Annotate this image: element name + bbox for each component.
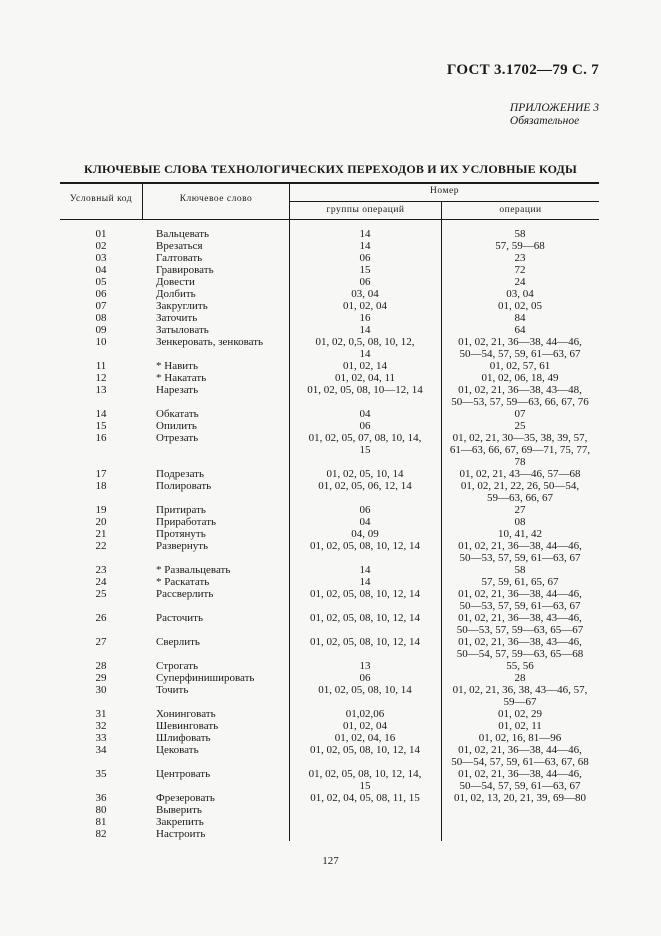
row-keyword: Цековать xyxy=(156,744,199,756)
row-operations xyxy=(441,468,599,480)
group-operations-line: 01, 02, 05, 08, 10, 12, 14, xyxy=(308,768,422,780)
row-operations xyxy=(441,300,599,312)
row-group-operations xyxy=(289,468,441,480)
row-group-operations xyxy=(289,588,441,612)
operations-line: 03, 04 xyxy=(506,288,534,300)
row-keyword: Развернуть xyxy=(156,540,209,552)
row-operations xyxy=(441,720,599,732)
row-operations xyxy=(441,660,599,672)
group-operations-line: 01, 02, 05, 08, 10, 12, 14 xyxy=(310,588,420,600)
row-code: 29 xyxy=(95,672,107,684)
operations-line: 01, 02, 21, 30—35, 38, 39, 57, xyxy=(452,432,588,444)
group-operations-line: 14 xyxy=(359,348,371,360)
row-code: 33 xyxy=(95,732,107,744)
table-row xyxy=(60,300,599,312)
group-operations-line: 01, 02, 04, 16 xyxy=(334,732,396,744)
operations-line: 64 xyxy=(514,324,526,336)
row-operations xyxy=(441,588,599,612)
row-keyword: Врезаться xyxy=(156,240,203,252)
row-operations xyxy=(441,576,599,588)
row-operations xyxy=(441,252,599,264)
row-keyword: Галтовать xyxy=(156,252,203,264)
row-group-operations xyxy=(289,528,441,540)
row-group-operations xyxy=(289,636,441,660)
table-row xyxy=(60,420,599,432)
row-group-operations xyxy=(289,708,441,720)
group-operations-line: 04 xyxy=(359,408,371,420)
row-keyword: Заточить xyxy=(156,312,198,324)
group-operations-line: 01,02,06 xyxy=(345,708,385,720)
table-row xyxy=(60,312,599,324)
row-keyword: Сверлить xyxy=(156,636,200,648)
table-row xyxy=(60,288,599,300)
row-code: 09 xyxy=(95,324,107,336)
row-operations xyxy=(441,288,599,300)
group-operations-line: 01, 02, 04, 05, 08, 11, 15 xyxy=(310,792,420,804)
table-row xyxy=(60,684,599,708)
row-operations xyxy=(441,480,599,504)
operations-line: 01, 02, 21, 36—38, 44—46, xyxy=(458,336,582,348)
row-group-operations xyxy=(289,276,441,288)
row-group-operations xyxy=(289,480,441,504)
row-operations xyxy=(441,732,599,744)
row-keyword: Шлифовать xyxy=(156,732,211,744)
row-keyword: Долбить xyxy=(156,288,196,300)
row-group-operations xyxy=(289,504,441,516)
operations-line: 01, 02, 11 xyxy=(498,720,542,732)
operations-line: 55, 56 xyxy=(506,660,534,672)
row-keyword: Протянуть xyxy=(156,528,206,540)
row-operations xyxy=(441,324,599,336)
group-operations-line: 06 xyxy=(359,420,371,432)
appendix-status: Обязательное xyxy=(509,115,580,127)
row-operations xyxy=(441,432,599,468)
row-group-operations xyxy=(289,360,441,372)
row-code: 04 xyxy=(95,264,107,276)
row-keyword: Вальцевать xyxy=(156,228,210,240)
row-group-operations xyxy=(289,324,441,336)
row-group-operations xyxy=(289,312,441,324)
operations-line: 01, 02, 13, 20, 21, 39, 69—80 xyxy=(454,792,586,804)
row-group-operations xyxy=(289,768,441,792)
row-group-operations xyxy=(289,420,441,432)
group-operations-line: 14 xyxy=(359,576,371,588)
row-keyword: * Накатать xyxy=(156,372,207,384)
header-bottom-rule xyxy=(60,219,599,220)
table-row xyxy=(60,480,599,504)
row-code: 12 xyxy=(95,372,107,384)
row-keyword: Фрезеровать xyxy=(156,792,215,804)
row-operations xyxy=(441,636,599,660)
operations-line: 50—54, 57, 59, 61—63, 67 xyxy=(459,780,581,792)
table-row xyxy=(60,804,599,816)
table-row xyxy=(60,660,599,672)
group-operations-line: 01, 02, 05, 07, 08, 10, 14, xyxy=(308,432,422,444)
operations-line: 01, 02, 21, 36—38, 43—46, xyxy=(458,612,582,624)
row-operations xyxy=(441,792,599,804)
row-group-operations xyxy=(289,516,441,528)
operations-line: 01, 02, 21, 36, 38, 43—46, 57, xyxy=(452,684,588,696)
operations-line: 01, 02, 21, 43—46, 57—68 xyxy=(459,468,581,480)
row-keyword: Довести xyxy=(156,276,195,288)
operations-line: 01, 02, 21, 36—38, 44—46, xyxy=(458,540,582,552)
row-code: 27 xyxy=(95,636,107,648)
table-row xyxy=(60,372,599,384)
operations-line: 01, 02, 16, 81—96 xyxy=(478,732,562,744)
row-operations xyxy=(441,816,599,828)
table-row xyxy=(60,612,599,636)
group-operations-line: 14 xyxy=(359,564,371,576)
row-keyword: Суперфинишировать xyxy=(156,672,255,684)
row-operations xyxy=(441,228,599,240)
row-keyword: Полировать xyxy=(156,480,212,492)
table-row xyxy=(60,228,599,240)
row-group-operations xyxy=(289,264,441,276)
group-operations-line: 01, 02, 05, 08, 10, 12, 14 xyxy=(310,540,420,552)
row-code: 24 xyxy=(95,576,107,588)
table-row xyxy=(60,252,599,264)
row-keyword: Расточить xyxy=(156,612,204,624)
group-operations-line: 01, 02, 05, 10, 14 xyxy=(326,468,404,480)
row-keyword: Закруглить xyxy=(156,300,208,312)
group-operations-line: 14 xyxy=(359,228,371,240)
row-operations xyxy=(441,312,599,324)
row-code: 35 xyxy=(95,768,107,780)
row-group-operations xyxy=(289,744,441,768)
row-group-operations xyxy=(289,252,441,264)
operations-line: 50—54, 57, 59, 61—63, 67 xyxy=(459,348,581,360)
operations-line: 78 xyxy=(514,456,526,468)
table-row xyxy=(60,672,599,684)
table-row xyxy=(60,264,599,276)
row-keyword: Строгать xyxy=(156,660,199,672)
operations-line: 01, 02, 29 xyxy=(498,708,542,720)
row-keyword: Центровать xyxy=(156,768,211,780)
row-keyword: Приработать xyxy=(156,516,217,528)
row-operations xyxy=(441,276,599,288)
row-code: 17 xyxy=(95,468,107,480)
operations-line: 59—63, 66, 67 xyxy=(487,492,553,504)
operations-line: 57, 59—68 xyxy=(495,240,545,252)
row-code: 13 xyxy=(95,384,107,396)
row-group-operations xyxy=(289,384,441,408)
row-keyword: Обкатать xyxy=(156,408,199,420)
operations-line: 01, 02, 21, 22, 26, 50—54, xyxy=(460,480,580,492)
appendix-number: ПРИЛОЖЕНИЕ 3 xyxy=(509,102,599,114)
row-operations xyxy=(441,528,599,540)
row-keyword: Подрезать xyxy=(156,468,205,480)
operations-line: 28 xyxy=(514,672,526,684)
row-code: 10 xyxy=(95,336,107,348)
row-code: 08 xyxy=(95,312,107,324)
row-keyword: Затыловать xyxy=(156,324,209,336)
row-group-operations xyxy=(289,564,441,576)
table-row xyxy=(60,504,599,516)
subheader-rule xyxy=(289,201,599,202)
row-group-operations xyxy=(289,804,441,816)
row-group-operations xyxy=(289,240,441,252)
operations-line: 72 xyxy=(514,264,526,276)
row-keyword: Настроить xyxy=(156,828,206,840)
row-group-operations xyxy=(289,228,441,240)
row-group-operations xyxy=(289,576,441,588)
document-header: ГОСТ 3.1702—79 С. 7 xyxy=(446,62,599,78)
table-title: КЛЮЧЕВЫЕ СЛОВА ТЕХНОЛОГИЧЕСКИХ ПЕРЕХОДОВ И ИХ УСЛОВНЫЕ КОДЫ xyxy=(84,162,577,176)
operations-line: 25 xyxy=(514,420,526,432)
group-operations-line: 01, 02, 04 xyxy=(343,300,387,312)
row-code: 30 xyxy=(95,684,107,696)
operations-line: 50—53, 57, 59—63, 65—67 xyxy=(456,624,584,636)
row-group-operations xyxy=(289,288,441,300)
row-keyword: Выверить xyxy=(156,804,202,816)
row-keyword: Притирать xyxy=(156,504,206,516)
row-code: 21 xyxy=(95,528,107,540)
row-keyword: Рассверлить xyxy=(156,588,214,600)
row-operations xyxy=(441,672,599,684)
row-group-operations xyxy=(289,684,441,708)
row-code: 05 xyxy=(95,276,107,288)
table-row xyxy=(60,528,599,540)
row-code: 34 xyxy=(95,744,107,756)
group-operations-line: 01, 02, 04, 11 xyxy=(334,372,396,384)
group-operations-line: 16 xyxy=(359,312,371,324)
table-row xyxy=(60,408,599,420)
operations-line: 01, 02, 05 xyxy=(498,300,542,312)
row-group-operations xyxy=(289,300,441,312)
row-operations xyxy=(441,564,599,576)
operations-line: 58 xyxy=(514,564,526,576)
table-row xyxy=(60,732,599,744)
header-operations: операции xyxy=(499,205,542,215)
group-operations-line: 15 xyxy=(359,264,371,276)
row-code: 32 xyxy=(95,720,107,732)
row-group-operations xyxy=(289,720,441,732)
operations-line: 50—53, 57, 59, 61—63, 67 xyxy=(459,552,581,564)
row-group-operations xyxy=(289,660,441,672)
row-operations xyxy=(441,828,599,840)
group-operations-line: 04, 09 xyxy=(351,528,379,540)
table-row xyxy=(60,468,599,480)
row-code: 18 xyxy=(95,480,107,492)
row-code: 02 xyxy=(95,240,107,252)
group-operations-line: 01, 02, 05, 06, 12, 14 xyxy=(318,480,412,492)
group-operations-line: 14 xyxy=(359,240,371,252)
row-keyword: * Навить xyxy=(156,360,198,372)
operations-line: 50—53, 57, 59—63, 66, 67, 76 xyxy=(451,396,589,408)
row-group-operations xyxy=(289,612,441,636)
group-operations-line: 15 xyxy=(359,444,371,456)
operations-line: 01, 02, 21, 36—38, 44—46, xyxy=(458,744,582,756)
row-keyword: Зенкеровать, зенковать xyxy=(156,336,264,348)
row-keyword: * Развальцевать xyxy=(156,564,231,576)
row-group-operations xyxy=(289,828,441,840)
table-row xyxy=(60,816,599,828)
group-operations-line: 01, 02, 05, 08, 10, 14 xyxy=(318,684,412,696)
table-row xyxy=(60,324,599,336)
row-code: 03 xyxy=(95,252,107,264)
table-body xyxy=(60,228,599,840)
group-operations-line: 15 xyxy=(359,780,371,792)
row-code: 11 xyxy=(95,360,107,372)
table-row xyxy=(60,576,599,588)
row-code: 23 xyxy=(95,564,107,576)
table-top-rule xyxy=(60,182,599,184)
row-group-operations xyxy=(289,432,441,468)
operations-line: 27 xyxy=(514,504,526,516)
table-row xyxy=(60,276,599,288)
table-row xyxy=(60,384,599,408)
group-operations-line: 01, 02, 05, 08, 10, 12, 14 xyxy=(310,636,420,648)
row-keyword: Нарезать xyxy=(156,384,199,396)
table-row xyxy=(60,516,599,528)
group-operations-line: 01, 02, 05, 08, 10, 12, 14 xyxy=(310,612,420,624)
operations-line: 01, 02, 06, 18, 49 xyxy=(481,372,559,384)
row-keyword: Закрепить xyxy=(156,816,204,828)
row-code: 16 xyxy=(95,432,107,444)
row-code: 22 xyxy=(95,540,107,552)
operations-line: 61—63, 66, 67, 69—71, 75, 77, xyxy=(449,444,591,456)
table-row xyxy=(60,588,599,612)
group-operations-line: 13 xyxy=(359,660,371,672)
row-operations xyxy=(441,804,599,816)
row-group-operations xyxy=(289,816,441,828)
group-operations-line: 01, 02, 04 xyxy=(343,720,387,732)
operations-line: 01, 02, 21, 36—38, 43—46, xyxy=(458,636,582,648)
keywords-table xyxy=(60,182,599,841)
row-code: 81 xyxy=(95,816,107,828)
row-group-operations xyxy=(289,336,441,360)
row-code: 31 xyxy=(95,708,107,720)
row-keyword: Отрезать xyxy=(156,432,199,444)
row-operations xyxy=(441,540,599,564)
row-group-operations xyxy=(289,672,441,684)
table-row xyxy=(60,564,599,576)
row-operations xyxy=(441,612,599,636)
page-number: 127 xyxy=(322,855,339,867)
appendix-label xyxy=(510,102,599,128)
row-operations xyxy=(441,240,599,252)
row-code: 36 xyxy=(95,792,107,804)
row-operations xyxy=(441,372,599,384)
group-operations-line: 03, 04 xyxy=(351,288,379,300)
row-code: 19 xyxy=(95,504,107,516)
operations-line: 23 xyxy=(514,252,526,264)
group-operations-line: 04 xyxy=(359,516,371,528)
group-operations-line: 14 xyxy=(359,324,371,336)
group-operations-line: 06 xyxy=(359,672,371,684)
row-keyword: Точить xyxy=(156,684,189,696)
row-code: 20 xyxy=(95,516,107,528)
row-code: 28 xyxy=(95,660,107,672)
table-row xyxy=(60,828,599,840)
group-operations-line: 01, 02, 05, 08, 10, 12, 14 xyxy=(310,744,420,756)
row-group-operations xyxy=(289,540,441,564)
operations-line: 84 xyxy=(514,312,526,324)
operations-line: 01, 02, 57, 61 xyxy=(489,360,551,372)
operations-line: 50—53, 57, 59, 61—63, 67 xyxy=(459,600,581,612)
operations-line: 07 xyxy=(514,408,526,420)
row-operations xyxy=(441,516,599,528)
group-operations-line: 06 xyxy=(359,252,371,264)
table-row xyxy=(60,636,599,660)
table-row xyxy=(60,708,599,720)
operations-line: 10, 41, 42 xyxy=(498,528,542,540)
table-row xyxy=(60,432,599,468)
row-operations xyxy=(441,744,599,768)
header-number: Номер xyxy=(430,186,459,196)
group-operations-line: 06 xyxy=(359,276,371,288)
row-operations xyxy=(441,360,599,372)
row-code: 25 xyxy=(95,588,107,600)
operations-line: 01, 02, 21, 36—38, 44—46, xyxy=(458,768,582,780)
row-operations xyxy=(441,420,599,432)
table-row xyxy=(60,768,599,792)
row-code: 14 xyxy=(95,408,107,420)
row-group-operations xyxy=(289,792,441,804)
operations-line: 24 xyxy=(514,276,526,288)
operations-line: 58 xyxy=(514,228,526,240)
operations-line: 50—54, 57, 59, 61—63, 67, 68 xyxy=(451,756,589,768)
operations-line: 01, 02, 21, 36—38, 43—48, xyxy=(458,384,582,396)
table-row xyxy=(60,792,599,804)
table-row xyxy=(60,360,599,372)
row-group-operations xyxy=(289,408,441,420)
operations-line: 57, 59, 61, 65, 67 xyxy=(481,576,559,588)
header-keyword: Ключевое слово xyxy=(179,194,253,204)
table-row xyxy=(60,336,599,360)
row-code: 82 xyxy=(95,828,107,840)
row-keyword: * Раскатать xyxy=(156,576,210,588)
row-operations xyxy=(441,384,599,408)
row-keyword: Гравировать xyxy=(156,264,214,276)
header-group-operations: группы операций xyxy=(326,205,405,215)
row-code: 26 xyxy=(95,612,107,624)
row-group-operations xyxy=(289,732,441,744)
header-code: Условный код xyxy=(69,194,133,204)
table-row xyxy=(60,720,599,732)
row-code: 80 xyxy=(95,804,107,816)
row-group-operations xyxy=(289,372,441,384)
row-operations xyxy=(441,708,599,720)
table-row xyxy=(60,744,599,768)
table-row xyxy=(60,540,599,564)
row-code: 01 xyxy=(95,228,107,240)
row-code: 15 xyxy=(95,420,107,432)
row-code: 06 xyxy=(95,288,107,300)
group-operations-line: 01, 02, 14 xyxy=(343,360,387,372)
group-operations-line: 01, 02, 05, 08, 10—12, 14 xyxy=(307,384,423,396)
row-keyword: Хонинговать xyxy=(156,708,216,720)
row-operations xyxy=(441,408,599,420)
row-keyword: Опилить xyxy=(156,420,197,432)
row-operations xyxy=(441,336,599,360)
row-operations xyxy=(441,684,599,708)
table-row xyxy=(60,240,599,252)
row-keyword: Шевинговать xyxy=(156,720,219,732)
operations-line: 59—67 xyxy=(503,696,537,708)
operations-line: 50—54, 57, 59—63, 65—68 xyxy=(456,648,584,660)
group-operations-line: 01, 02, 0,5, 08, 10, 12, xyxy=(315,336,415,348)
row-operations xyxy=(441,504,599,516)
row-code: 07 xyxy=(95,300,107,312)
row-operations xyxy=(441,264,599,276)
group-operations-line: 06 xyxy=(359,504,371,516)
operations-line: 01, 02, 21, 36—38, 44—46, xyxy=(458,588,582,600)
row-operations xyxy=(441,768,599,792)
operations-line: 08 xyxy=(514,516,526,528)
